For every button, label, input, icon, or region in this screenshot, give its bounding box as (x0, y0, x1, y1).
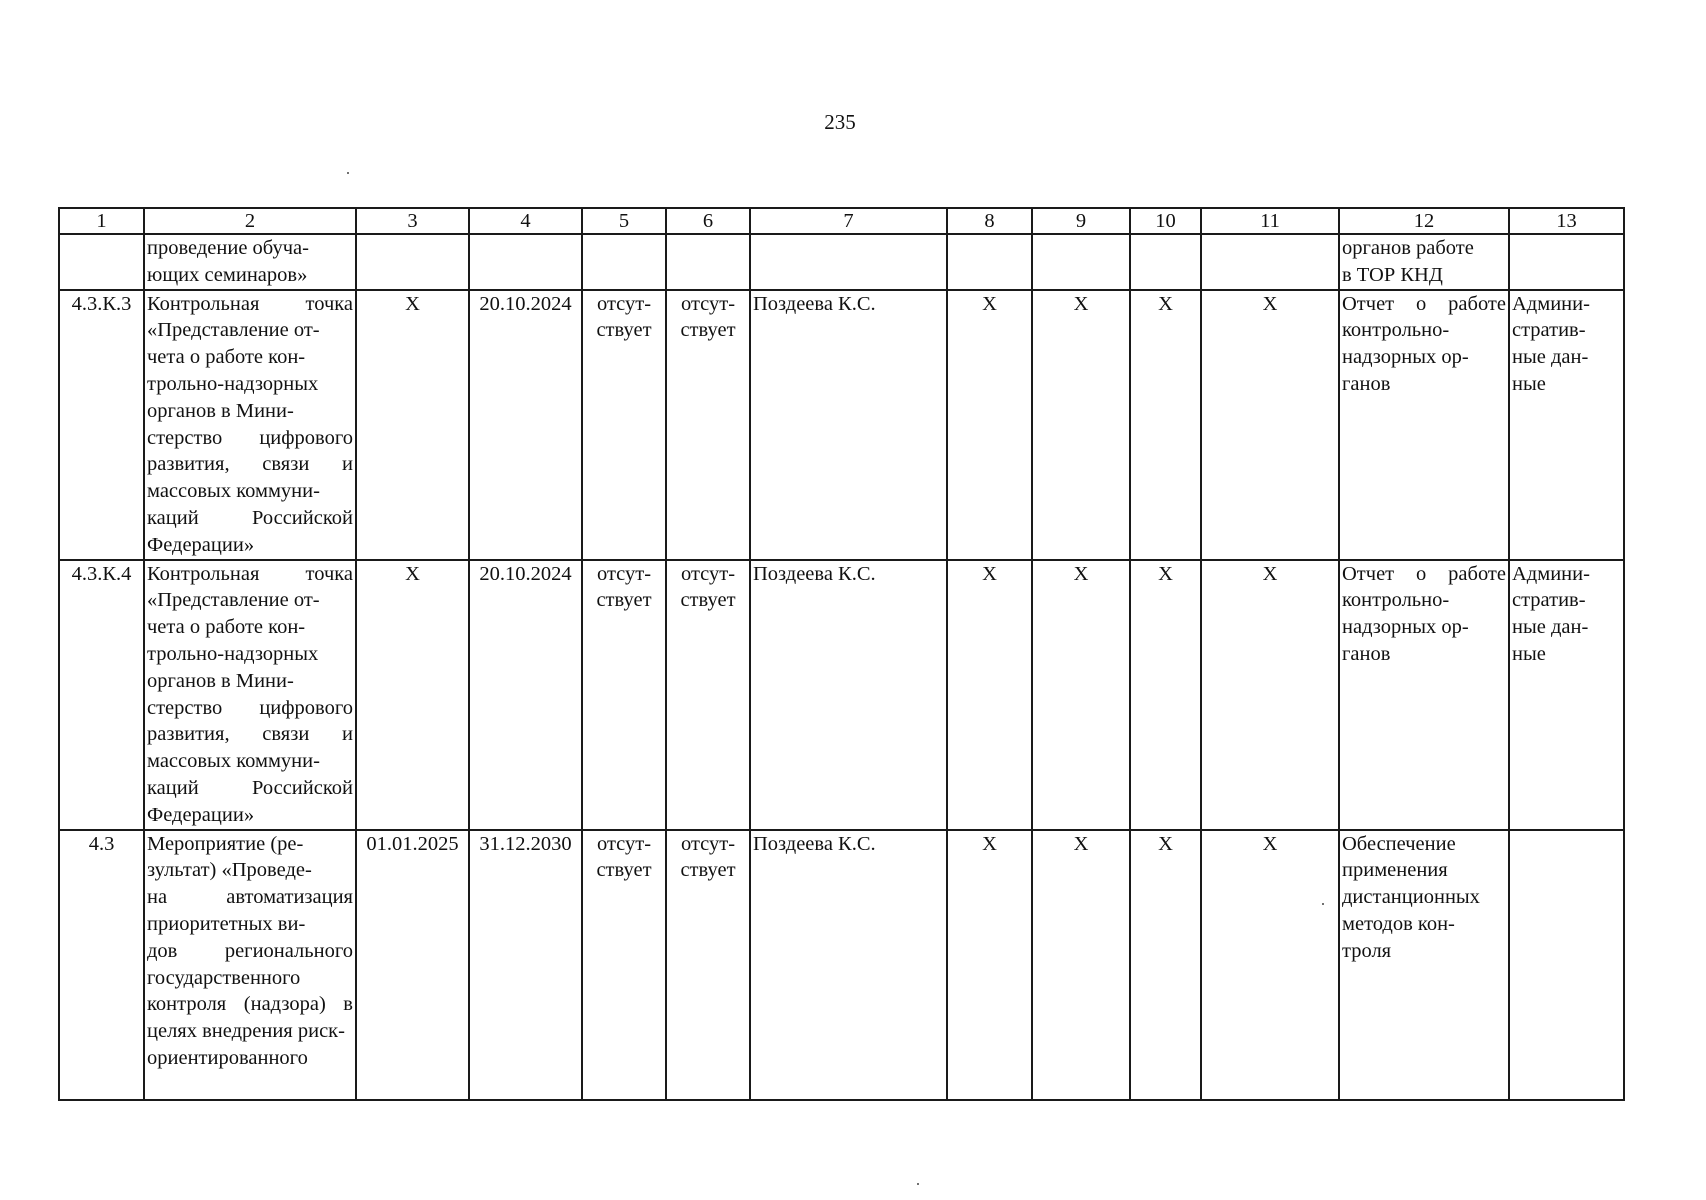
header-cell: 6 (666, 208, 750, 234)
cell-col5: отсут- ствует (582, 830, 666, 1100)
cell-col6: отсут- ствует (666, 830, 750, 1100)
cell-col6 (666, 234, 750, 290)
row-title: Контрольная точка «Представление от- чета о работе кон- трольно-надзорных органов в Мини- стерство цифрового развития, связи и массовых коммуни- каций Российской Федерации» (144, 290, 356, 560)
cell-col10: X (1130, 560, 1201, 830)
row-title: Мероприятие (ре- зультат) «Проведе- на автоматизация приоритетных ви- дов регионального государственного контроля (надзора) в целях внедрения риск- ориентированного (144, 830, 356, 1100)
scan-speck (917, 1183, 919, 1185)
start-date (356, 234, 469, 290)
start-date: 01.01.2025 (356, 830, 469, 1100)
header-cell: 13 (1509, 208, 1624, 234)
cell-col10 (1130, 234, 1201, 290)
cell-col11: X (1201, 290, 1339, 560)
data-source: Админи- стратив- ные дан- ные (1509, 560, 1624, 830)
header-cell: 2 (144, 208, 356, 234)
cell-col9: X (1032, 560, 1130, 830)
cell-col11: X (1201, 560, 1339, 830)
table-row (59, 560, 1624, 830)
data-source: Админи- стратив- ные дан- ные (1509, 290, 1624, 560)
scan-speck (347, 172, 349, 174)
header-cell: 12 (1339, 208, 1509, 234)
cell-col8: X (947, 830, 1032, 1100)
cell-col10: X (1130, 290, 1201, 560)
cell-col9: X (1032, 830, 1130, 1100)
cell-col11 (1201, 234, 1339, 290)
row-title: Контрольная точка «Представление от- чета о работе кон- трольно-надзорных органов в Мини- стерство цифрового развития, связи и массовых коммуни- каций Российской Федерации» (144, 560, 356, 830)
header-cell: 11 (1201, 208, 1339, 234)
header-row (59, 208, 1624, 234)
end-date: 20.10.2024 (469, 290, 582, 560)
end-date: 31.12.2030 (469, 830, 582, 1100)
cell-col10: X (1130, 830, 1201, 1100)
header-cell: 7 (750, 208, 947, 234)
row-number (59, 234, 144, 290)
start-date: X (356, 290, 469, 560)
cell-col8 (947, 234, 1032, 290)
cell-col9 (1032, 234, 1130, 290)
table-row (59, 830, 1624, 1100)
result: Обеспечение применения дистанционных методов кон- троля (1339, 830, 1509, 1100)
header-cell: 5 (582, 208, 666, 234)
header-cell: 3 (356, 208, 469, 234)
plan-table (58, 207, 1625, 1101)
responsible (750, 234, 947, 290)
cell-col9: X (1032, 290, 1130, 560)
cell-col5: отсут- ствует (582, 560, 666, 830)
row-number: 4.3 (59, 830, 144, 1100)
result: Отчет о работе контрольно- надзорных ор- ганов (1339, 290, 1509, 560)
result: органов работе в ТОР КНД (1339, 234, 1509, 290)
header-cell: 1 (59, 208, 144, 234)
responsible: Поздеева К.С. (750, 290, 947, 560)
start-date: X (356, 560, 469, 830)
header-cell: 4 (469, 208, 582, 234)
responsible: Поздеева К.С. (750, 560, 947, 830)
header-cell: 10 (1130, 208, 1201, 234)
row-number: 4.3.К.4 (59, 560, 144, 830)
table-row (59, 234, 1624, 290)
cell-col11: X (1201, 830, 1339, 1100)
cell-col5: отсут- ствует (582, 290, 666, 560)
result: Отчет о работе контрольно- надзорных ор- ганов (1339, 560, 1509, 830)
row-number: 4.3.К.3 (59, 290, 144, 560)
end-date (469, 234, 582, 290)
row-title: проведение обуча- ющих семинаров» (144, 234, 356, 290)
end-date: 20.10.2024 (469, 560, 582, 830)
data-source (1509, 830, 1624, 1100)
cell-col8: X (947, 560, 1032, 830)
cell-col6: отсут- ствует (666, 290, 750, 560)
data-source (1509, 234, 1624, 290)
header-cell: 8 (947, 208, 1032, 234)
cell-col8: X (947, 290, 1032, 560)
header-cell: 9 (1032, 208, 1130, 234)
responsible: Поздеева К.С. (750, 830, 947, 1100)
page-number: 235 (824, 110, 856, 134)
cell-col6: отсут- ствует (666, 560, 750, 830)
cell-col5 (582, 234, 666, 290)
table-row (59, 290, 1624, 560)
